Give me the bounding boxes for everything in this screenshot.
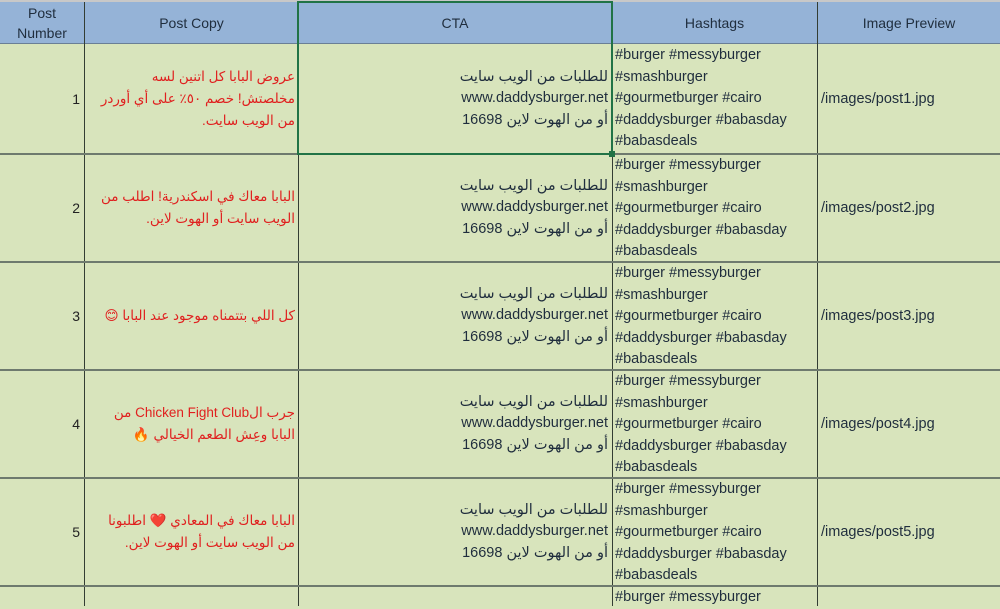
table-row — [0, 155, 1000, 261]
column-divider — [817, 0, 818, 606]
hashtag-line: #smashburger — [615, 502, 708, 519]
image-preview-cell[interactable]: /images/post1.jpg — [821, 91, 935, 107]
hashtag-line: #gourmetburger #cairo — [615, 308, 762, 325]
post-number-cell[interactable] — [0, 587, 84, 606]
hashtag-line: #gourmetburger #cairo — [615, 416, 762, 433]
hashtag-line: #burger #messyburger — [615, 265, 761, 281]
hashtag-line: #babasdeals — [615, 133, 698, 150]
header-post-number-line2: Number — [17, 24, 67, 41]
post-copy-cell[interactable]: البابا معاك في اسكندرية! اطلب من الويب سايت أو الهوت لاين. — [100, 189, 295, 226]
header-post-number[interactable] — [0, 2, 84, 44]
cta-cell[interactable] — [298, 263, 612, 369]
hashtag-line: #smashburger — [615, 68, 708, 85]
hashtag-line: #burger #messyburger — [615, 157, 761, 173]
cta-cell[interactable] — [298, 479, 612, 585]
cta-cell[interactable] — [298, 155, 612, 261]
cta-line: للطلبات من الويب سايت — [459, 68, 608, 85]
post-number-cell[interactable]: 5 — [72, 524, 80, 540]
header-post-copy[interactable]: Post Copy — [85, 2, 298, 44]
row-divider — [0, 0, 1000, 2]
table-row — [0, 587, 1000, 606]
fill-handle[interactable] — [609, 151, 615, 157]
post-number-cell[interactable]: 1 — [72, 91, 80, 107]
hashtag-line: #burger #messyburger — [615, 481, 761, 497]
image-preview-cell[interactable] — [818, 587, 1000, 606]
post-copy-cell[interactable]: عروض البابا كل اتنين لسه مخلصتش! خصم ٥٠٪ على أي أوردر من الويب سايت. — [100, 69, 295, 128]
cta-url: www.daddysburger.net — [461, 523, 608, 540]
table-row — [0, 479, 1000, 585]
hashtags-cell[interactable] — [612, 479, 817, 585]
hashtag-line: #burger #messyburger — [615, 47, 761, 63]
row-divider — [0, 477, 1000, 479]
column-divider — [612, 0, 613, 606]
image-preview-cell[interactable]: /images/post3.jpg — [821, 308, 935, 324]
header-hashtags[interactable]: Hashtags — [612, 2, 817, 44]
cta-url: www.daddysburger.net — [461, 307, 608, 324]
cta-line: للطلبات من الويب سايت — [459, 501, 608, 518]
hashtag-line: #smashburger — [615, 178, 708, 195]
hashtags-cell[interactable] — [612, 587, 817, 606]
column-divider — [84, 0, 85, 606]
image-preview-cell[interactable]: /images/post2.jpg — [821, 200, 935, 216]
header-cta[interactable]: CTA — [298, 2, 612, 44]
hashtag-line: #daddysburger #babasday — [615, 545, 787, 562]
hashtag-line: #burger #messyburger — [615, 373, 761, 389]
cta-cell[interactable] — [298, 587, 612, 606]
cta-url: www.daddysburger.net — [461, 199, 608, 216]
cta-line: للطلبات من الويب سايت — [459, 393, 608, 410]
hashtags-cell[interactable] — [612, 45, 817, 153]
cta-url: www.daddysburger.net — [461, 415, 608, 432]
hashtag-line: #gourmetburger #cairo — [615, 524, 762, 541]
post-number-cell[interactable]: 2 — [72, 200, 80, 216]
column-divider — [298, 0, 299, 606]
hashtag-line: #smashburger — [615, 286, 708, 303]
post-copy-cell[interactable]: البابا معاك في المعادي ❤️ اطلبونا من الويب سايت أو الهوت لاين. — [108, 513, 295, 550]
hashtag-line: #daddysburger #babasday — [615, 437, 787, 454]
hashtag-line: #babasdeals — [615, 243, 698, 260]
post-number-cell[interactable]: 3 — [72, 308, 80, 324]
hashtag-line: #smashburger — [615, 394, 708, 411]
cta-hotline: أو من الهوت لاين 16698 — [462, 544, 608, 561]
hashtag-line: #daddysburger #babasday — [615, 329, 787, 346]
cta-line: للطلبات من الويب سايت — [459, 285, 608, 302]
row-divider — [0, 585, 1000, 587]
post-copy-cell[interactable]: جرب الChicken Fight Club من البابا وعِش الطعم الخيالي 🔥 — [113, 405, 295, 442]
hashtag-line: #gourmetburger #cairo — [615, 200, 762, 217]
table-row — [0, 371, 1000, 477]
cta-hotline: أو من الهوت لاين 16698 — [462, 111, 608, 128]
header-image-preview[interactable]: Image Preview — [818, 2, 1000, 44]
cta-cell[interactable] — [298, 371, 612, 477]
cta-hotline: أو من الهوت لاين 16698 — [462, 328, 608, 345]
table-row — [0, 45, 1000, 153]
row-divider — [0, 153, 1000, 155]
post-copy-cell[interactable]: كل اللي بتتمناه موجود عند البابا 😊 — [104, 308, 295, 323]
image-preview-cell[interactable]: /images/post5.jpg — [821, 524, 935, 540]
hashtag-line: #babasdeals — [615, 351, 698, 368]
hashtags-cell[interactable] — [612, 155, 817, 261]
cta-cell[interactable] — [298, 45, 612, 153]
table-row — [0, 263, 1000, 369]
hashtag-line: #daddysburger #babasday — [615, 111, 787, 128]
cta-line: للطلبات من الويب سايت — [459, 177, 608, 194]
cta-url: www.daddysburger.net — [461, 90, 608, 107]
hashtag-line: #babasdeals — [615, 567, 698, 584]
hashtags-cell[interactable] — [612, 263, 817, 369]
hashtags-cell[interactable] — [612, 371, 817, 477]
hashtag-line: #gourmetburger #cairo — [615, 90, 762, 107]
header-post-number-line1: Post — [27, 4, 56, 21]
post-number-cell[interactable]: 4 — [72, 416, 80, 432]
hashtag-line: #babasdeals — [615, 459, 698, 476]
post-copy-cell[interactable] — [85, 587, 298, 606]
row-divider — [0, 261, 1000, 263]
image-preview-cell[interactable]: /images/post4.jpg — [821, 416, 935, 432]
cta-hotline: أو من الهوت لاين 16698 — [462, 436, 608, 453]
row-divider — [0, 369, 1000, 371]
cta-hotline: أو من الهوت لاين 16698 — [462, 220, 608, 237]
hashtag-line: #burger #messyburger — [615, 589, 761, 605]
hashtag-line: #daddysburger #babasday — [615, 221, 787, 238]
